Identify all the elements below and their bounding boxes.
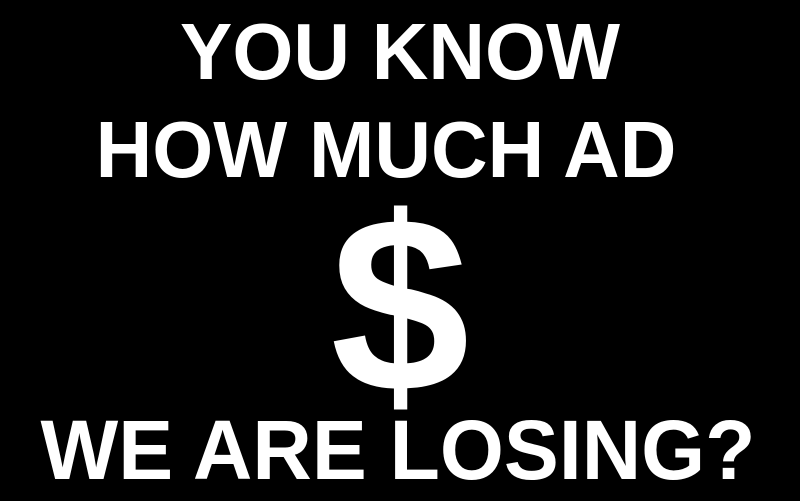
headline-line-2: HOW MUCH AD bbox=[95, 105, 677, 194]
headline-line-1: YOU KNOW bbox=[180, 7, 620, 96]
headline-line-4: WE ARE LOSING? bbox=[40, 403, 756, 497]
dollar-sign: $ bbox=[330, 165, 470, 444]
